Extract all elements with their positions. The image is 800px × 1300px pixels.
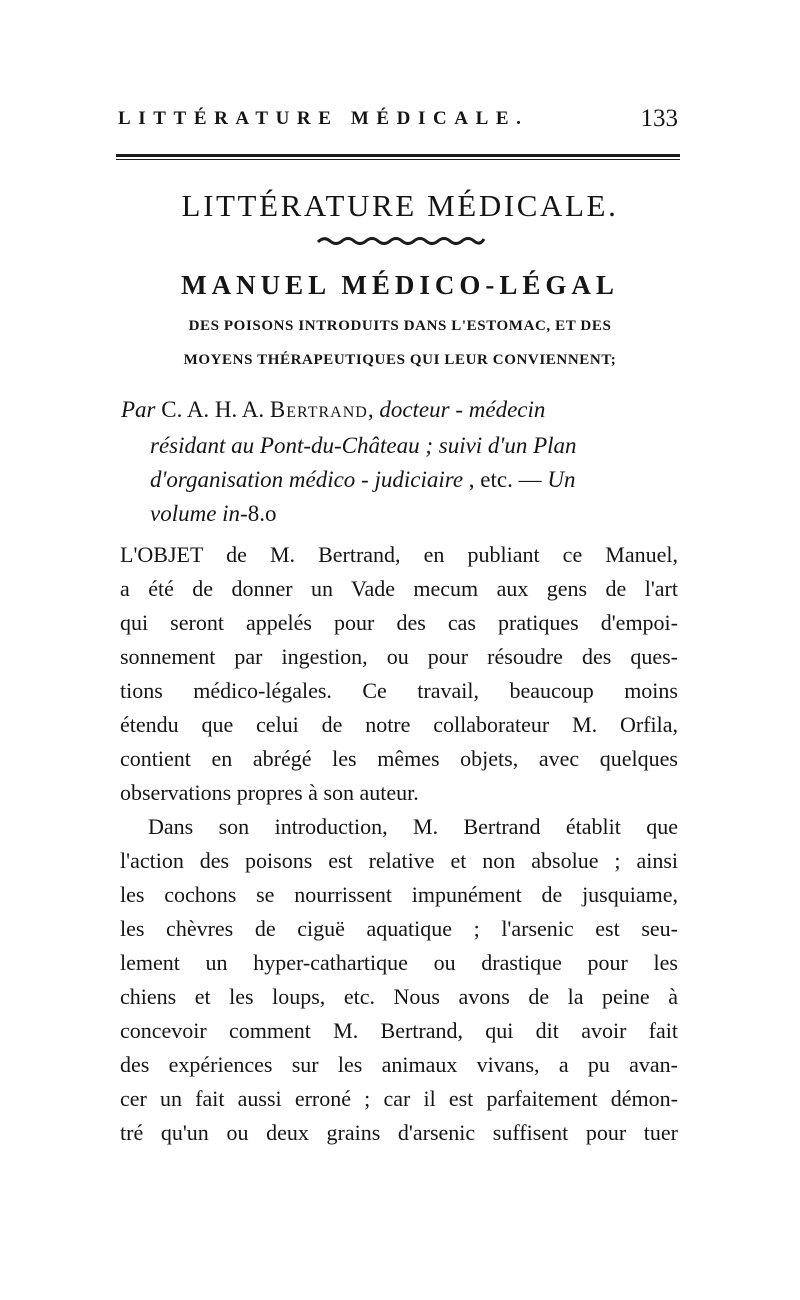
body-line: concevoir comment M. Bertrand, qui dit avoir fait xyxy=(120,1018,678,1043)
byline-line xyxy=(150,433,714,459)
body-line: des expériences sur les animaux vivans, a pu avan- xyxy=(120,1052,678,1077)
byline-line xyxy=(121,397,685,423)
body-line: contient en abrégé les mêmes objets, avec quelques xyxy=(120,746,678,771)
section-title: LITTÉRATURE MÉDICALE. xyxy=(181,188,619,223)
author-name: Bertrand xyxy=(269,397,368,422)
body-line: sonnement par ingestion, ou pour résoudre des ques- xyxy=(120,644,678,669)
running-head xyxy=(118,105,678,138)
byline-text: résidant au Pont-du-Château ; suivi d'un Plan xyxy=(150,433,577,458)
body-line: l'action des poisons est relative et non absolue ; ainsi xyxy=(120,848,678,873)
byline-text: Un xyxy=(547,467,576,492)
wavy-ornament xyxy=(316,233,486,247)
body-line: les chèvres de ciguë aquatique ; l'arsenic est seu- xyxy=(120,916,678,941)
author-title: docteur - médecin xyxy=(379,397,546,422)
body-line: les cochons se nourrissent impunément de jusquiame, xyxy=(120,882,678,907)
byline-text: d'organisation médico - judiciaire xyxy=(150,467,464,492)
byline-text: 8.o xyxy=(247,501,277,526)
byline-text: , etc. — xyxy=(468,467,542,492)
header-rule xyxy=(116,154,680,160)
body-line: observations propres à son auteur. xyxy=(120,780,419,805)
body-line: tions médico-légales. Ce travail, beaucoup moins xyxy=(120,678,678,703)
body-line: lement un hyper-cathartique ou drastique pour les xyxy=(120,950,678,975)
author-initials: C. A. H. A. xyxy=(161,397,265,422)
body-line: cer un fait aussi erroné ; car il est parfaitement démon- xyxy=(120,1086,678,1111)
body-line: chiens et les loups, etc. Nous avons de la peine à xyxy=(120,984,678,1009)
work-subtitle-line: DES POISONS INTRODUITS DANS L'ESTOMAC, ET DES xyxy=(188,318,612,334)
body-line: tré qu'un ou deux grains d'arsenic suffisent pour tuer xyxy=(120,1120,678,1145)
page-number: 133 xyxy=(640,105,678,132)
body-line: a été de donner un Vade mecum aux gens de l'art xyxy=(120,576,678,601)
body-line: L'OBJET de M. Bertrand, en publiant ce Manuel, xyxy=(120,542,678,567)
body-line: qui seront appelés pour des cas pratiques d'empoi- xyxy=(120,610,678,635)
byline-prefix: Par xyxy=(121,397,156,422)
work-subtitle-line: MOYENS THÉRAPEUTIQUES QUI LEUR CONVIENNENT; xyxy=(183,352,617,368)
running-title: LITTÉRATURE MÉDICALE. xyxy=(118,108,529,129)
work-title: MANUEL MÉDICO-LÉGAL xyxy=(181,270,619,300)
body-line: étendu que celui de notre collaborateur M. Orfila, xyxy=(120,712,678,737)
byline-separator: , xyxy=(367,397,374,422)
byline-text: volume in- xyxy=(150,501,248,526)
body-line: Dans son introduction, M. Bertrand établit que xyxy=(148,814,678,839)
byline-line xyxy=(150,501,714,527)
byline-line xyxy=(150,467,714,493)
